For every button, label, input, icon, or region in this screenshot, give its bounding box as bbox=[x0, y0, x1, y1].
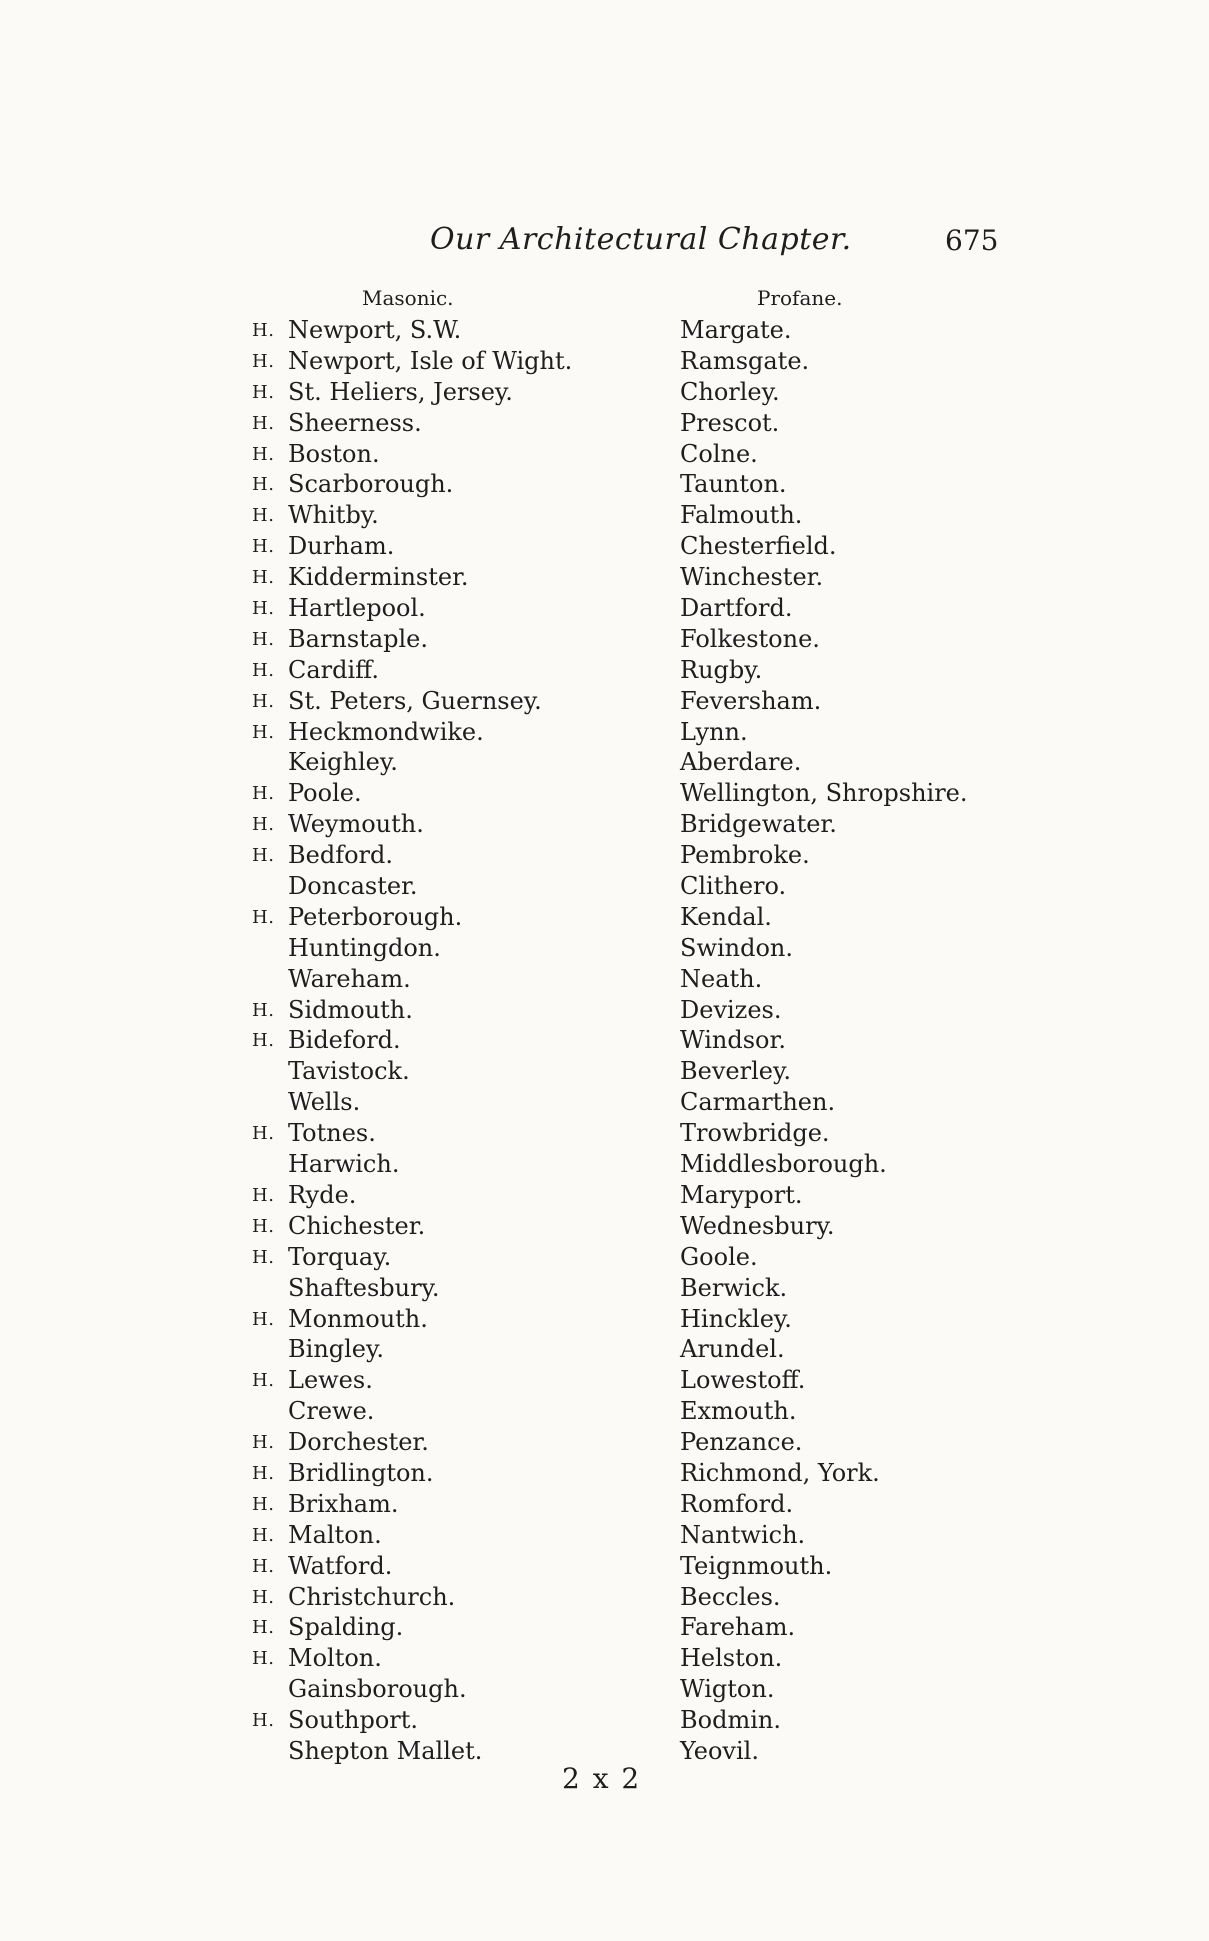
profane-town: Chorley. bbox=[680, 377, 780, 406]
profane-town: Colne. bbox=[680, 439, 758, 468]
profane-town: Penzance. bbox=[680, 1428, 803, 1457]
table-row bbox=[0, 1366, 1209, 1397]
profane-town: Middlesborough. bbox=[680, 1150, 887, 1179]
masonic-town: St. Heliers, Jersey. bbox=[288, 377, 513, 406]
table-row bbox=[0, 470, 1209, 501]
masonic-town: Ryde. bbox=[288, 1180, 357, 1209]
profane-town: Chesterfield. bbox=[680, 532, 837, 561]
masonic-town: Huntingdon. bbox=[288, 933, 441, 962]
table-row bbox=[0, 1644, 1209, 1675]
table-row bbox=[0, 1583, 1209, 1614]
masonic-town: Shepton Mallet. bbox=[288, 1736, 483, 1765]
hall-mark: H. bbox=[252, 1123, 275, 1145]
profane-town: Exmouth. bbox=[680, 1397, 797, 1426]
table-row bbox=[0, 1675, 1209, 1706]
table-row bbox=[0, 1088, 1209, 1119]
profane-town: Trowbridge. bbox=[680, 1119, 830, 1148]
hall-mark: H. bbox=[252, 783, 275, 805]
table-row bbox=[0, 1459, 1209, 1490]
hall-mark: H. bbox=[252, 1308, 275, 1330]
table-row bbox=[0, 1243, 1209, 1274]
table-row bbox=[0, 996, 1209, 1027]
masonic-town: Harwich. bbox=[288, 1150, 400, 1179]
table-row bbox=[0, 872, 1209, 903]
hall-mark: H. bbox=[252, 412, 275, 434]
table-row bbox=[0, 1181, 1209, 1212]
table-row bbox=[0, 1706, 1209, 1737]
table-row bbox=[0, 687, 1209, 718]
profane-town: Folkestone. bbox=[680, 624, 820, 653]
profane-town: Kendal. bbox=[680, 902, 772, 931]
hall-mark: H. bbox=[252, 567, 275, 589]
table-row bbox=[0, 718, 1209, 749]
masonic-town: Whitby. bbox=[288, 501, 379, 530]
profane-town: Fareham. bbox=[680, 1613, 796, 1642]
masonic-town: Peterborough. bbox=[288, 902, 463, 931]
profane-town: Teignmouth. bbox=[680, 1551, 833, 1580]
table-row bbox=[0, 1428, 1209, 1459]
hall-mark: H. bbox=[252, 1648, 275, 1670]
masonic-town: St. Peters, Guernsey. bbox=[288, 686, 542, 715]
hall-mark: H. bbox=[252, 505, 275, 527]
hall-mark: H. bbox=[252, 628, 275, 650]
masonic-town: Wareham. bbox=[288, 964, 411, 993]
table-row bbox=[0, 625, 1209, 656]
profane-town: Prescot. bbox=[680, 408, 780, 437]
masonic-town: Kidderminster. bbox=[288, 563, 469, 592]
hall-mark: H. bbox=[252, 1215, 275, 1237]
table-row bbox=[0, 1150, 1209, 1181]
profane-town: Yeovil. bbox=[680, 1736, 759, 1765]
hall-mark: H. bbox=[252, 598, 275, 620]
profane-town: Dartford. bbox=[680, 594, 793, 623]
profane-town: Beverley. bbox=[680, 1057, 791, 1086]
masonic-town: Lewes. bbox=[288, 1366, 373, 1395]
hall-mark: H. bbox=[252, 1710, 275, 1732]
profane-town: Winchester. bbox=[680, 563, 824, 592]
masonic-town: Bedford. bbox=[288, 841, 393, 870]
hall-mark: H. bbox=[252, 443, 275, 465]
hall-mark: H. bbox=[252, 814, 275, 836]
table-row bbox=[0, 501, 1209, 532]
masonic-town: Wells. bbox=[288, 1088, 361, 1117]
masonic-town: Totnes. bbox=[288, 1119, 376, 1148]
masonic-town: Dorchester. bbox=[288, 1428, 429, 1457]
table-row bbox=[0, 532, 1209, 563]
table-row bbox=[0, 440, 1209, 471]
masonic-town: Spalding. bbox=[288, 1613, 404, 1642]
masonic-town: Boston. bbox=[288, 439, 380, 468]
profane-town: Maryport. bbox=[680, 1180, 803, 1209]
masonic-town: Weymouth. bbox=[288, 810, 424, 839]
masonic-town: Sidmouth. bbox=[288, 995, 413, 1024]
masonic-town: Crewe. bbox=[288, 1397, 375, 1426]
profane-town: Helston. bbox=[680, 1644, 783, 1673]
profane-town: Carmarthen. bbox=[680, 1088, 836, 1117]
table-row bbox=[0, 594, 1209, 625]
masonic-town: Durham. bbox=[288, 532, 395, 561]
page-number: 675 bbox=[945, 224, 999, 257]
masonic-town: Watford. bbox=[288, 1551, 393, 1580]
profane-town: Richmond, York. bbox=[680, 1458, 880, 1487]
profane-town: Clithero. bbox=[680, 872, 787, 901]
profane-town: Pembroke. bbox=[680, 841, 810, 870]
masonic-town: Tavistock. bbox=[288, 1057, 410, 1086]
profane-town: Falmouth. bbox=[680, 501, 803, 530]
table-row bbox=[0, 810, 1209, 841]
table-row bbox=[0, 748, 1209, 779]
profane-town: Nantwich. bbox=[680, 1520, 806, 1549]
profane-town: Taunton. bbox=[680, 470, 787, 499]
masonic-town: Bideford. bbox=[288, 1026, 401, 1055]
profane-town: Wigton. bbox=[680, 1675, 775, 1704]
profane-town: Arundel. bbox=[680, 1335, 785, 1364]
table-row bbox=[0, 409, 1209, 440]
masonic-town: Newport, Isle of Wight. bbox=[288, 346, 573, 375]
table-row bbox=[0, 1274, 1209, 1305]
profane-town: Lowestoff. bbox=[680, 1366, 806, 1395]
table-row bbox=[0, 563, 1209, 594]
table-row bbox=[0, 656, 1209, 687]
hall-mark: H. bbox=[252, 1030, 275, 1052]
table-row bbox=[0, 1335, 1209, 1366]
table-row bbox=[0, 1026, 1209, 1057]
masonic-town: Chichester. bbox=[288, 1211, 426, 1240]
hall-mark: H. bbox=[252, 536, 275, 558]
table-row bbox=[0, 347, 1209, 378]
masonic-town: Gainsborough. bbox=[288, 1675, 467, 1704]
running-head bbox=[0, 222, 1209, 262]
profane-town: Windsor. bbox=[680, 1026, 786, 1055]
hall-mark: H. bbox=[252, 1370, 275, 1392]
hall-mark: H. bbox=[252, 1432, 275, 1454]
hall-mark: H. bbox=[252, 906, 275, 928]
table-row bbox=[0, 1490, 1209, 1521]
profane-town: Goole. bbox=[680, 1242, 758, 1271]
table-row bbox=[0, 903, 1209, 934]
hall-mark: H. bbox=[252, 659, 275, 681]
printer-signature: 2 x 2 bbox=[562, 1762, 642, 1795]
table-row bbox=[0, 1119, 1209, 1150]
masonic-town: Cardiff. bbox=[288, 655, 380, 684]
hall-mark: H. bbox=[252, 1586, 275, 1608]
profane-town: Berwick. bbox=[680, 1273, 788, 1302]
masonic-town: Poole. bbox=[288, 779, 362, 808]
column-header-masonic: Masonic. bbox=[362, 286, 454, 310]
table-row bbox=[0, 1521, 1209, 1552]
masonic-town: Monmouth. bbox=[288, 1304, 428, 1333]
hall-mark: H. bbox=[252, 845, 275, 867]
profane-town: Wednesbury. bbox=[680, 1211, 835, 1240]
table-row bbox=[0, 1305, 1209, 1336]
hall-mark: H. bbox=[252, 1184, 275, 1206]
hall-mark: H. bbox=[252, 1617, 275, 1639]
masonic-town: Barnstaple. bbox=[288, 624, 429, 653]
profane-town: Wellington, Shropshire. bbox=[680, 779, 968, 808]
hall-mark: H. bbox=[252, 999, 275, 1021]
hall-mark: H. bbox=[252, 1246, 275, 1268]
hall-mark: H. bbox=[252, 1462, 275, 1484]
hall-mark: H. bbox=[252, 320, 275, 341]
profane-town: Swindon. bbox=[680, 933, 794, 962]
profane-town: Romford. bbox=[680, 1489, 794, 1518]
masonic-town: Sheerness. bbox=[288, 408, 422, 437]
profane-town: Beccles. bbox=[680, 1582, 781, 1611]
profane-town: Bridgewater. bbox=[680, 810, 837, 839]
profane-town: Bodmin. bbox=[680, 1706, 781, 1735]
hall-mark: H. bbox=[252, 350, 275, 372]
table-row bbox=[0, 1613, 1209, 1644]
profane-town: Neath. bbox=[680, 964, 763, 993]
profane-town: Margate. bbox=[680, 316, 792, 344]
town-list bbox=[0, 316, 1209, 1768]
profane-town: Lynn. bbox=[680, 717, 748, 746]
page-title: Our Architectural Chapter. bbox=[430, 222, 852, 257]
profane-town: Devizes. bbox=[680, 995, 782, 1024]
hall-mark: H. bbox=[252, 381, 275, 403]
hall-mark: H. bbox=[252, 1493, 275, 1515]
profane-town: Hinckley. bbox=[680, 1304, 792, 1333]
hall-mark: H. bbox=[252, 1524, 275, 1546]
masonic-town: Malton. bbox=[288, 1520, 382, 1549]
profane-town: Aberdare. bbox=[680, 748, 802, 777]
table-row bbox=[0, 1552, 1209, 1583]
table-row bbox=[0, 965, 1209, 996]
masonic-town: Bingley. bbox=[288, 1335, 385, 1364]
table-row bbox=[0, 1397, 1209, 1428]
table-row bbox=[0, 1057, 1209, 1088]
masonic-town: Scarborough. bbox=[288, 470, 454, 499]
masonic-town: Brixham. bbox=[288, 1489, 399, 1518]
masonic-town: Torquay. bbox=[288, 1242, 392, 1271]
masonic-town: Doncaster. bbox=[288, 872, 418, 901]
hall-mark: H. bbox=[252, 690, 275, 712]
table-row bbox=[0, 841, 1209, 872]
table-row bbox=[0, 779, 1209, 810]
masonic-town: Southport. bbox=[288, 1706, 419, 1735]
column-header-profane: Profane. bbox=[757, 286, 843, 310]
masonic-town: Keighley. bbox=[288, 748, 398, 777]
masonic-town: Bridlington. bbox=[288, 1458, 434, 1487]
table-row bbox=[0, 378, 1209, 409]
hall-mark: H. bbox=[252, 1555, 275, 1577]
hall-mark: H. bbox=[252, 721, 275, 743]
masonic-town: Hartlepool. bbox=[288, 594, 426, 623]
profane-town: Feversham. bbox=[680, 686, 822, 715]
table-row bbox=[0, 1212, 1209, 1243]
masonic-town: Christchurch. bbox=[288, 1582, 456, 1611]
hall-mark: H. bbox=[252, 474, 275, 496]
masonic-town: Heckmondwike. bbox=[288, 717, 484, 746]
masonic-town: Molton. bbox=[288, 1644, 382, 1673]
table-row bbox=[0, 316, 1209, 347]
table-row bbox=[0, 934, 1209, 965]
profane-town: Ramsgate. bbox=[680, 346, 810, 375]
masonic-town: Newport, S.W. bbox=[288, 316, 462, 344]
profane-town: Rugby. bbox=[680, 655, 763, 684]
masonic-town: Shaftesbury. bbox=[288, 1273, 440, 1302]
